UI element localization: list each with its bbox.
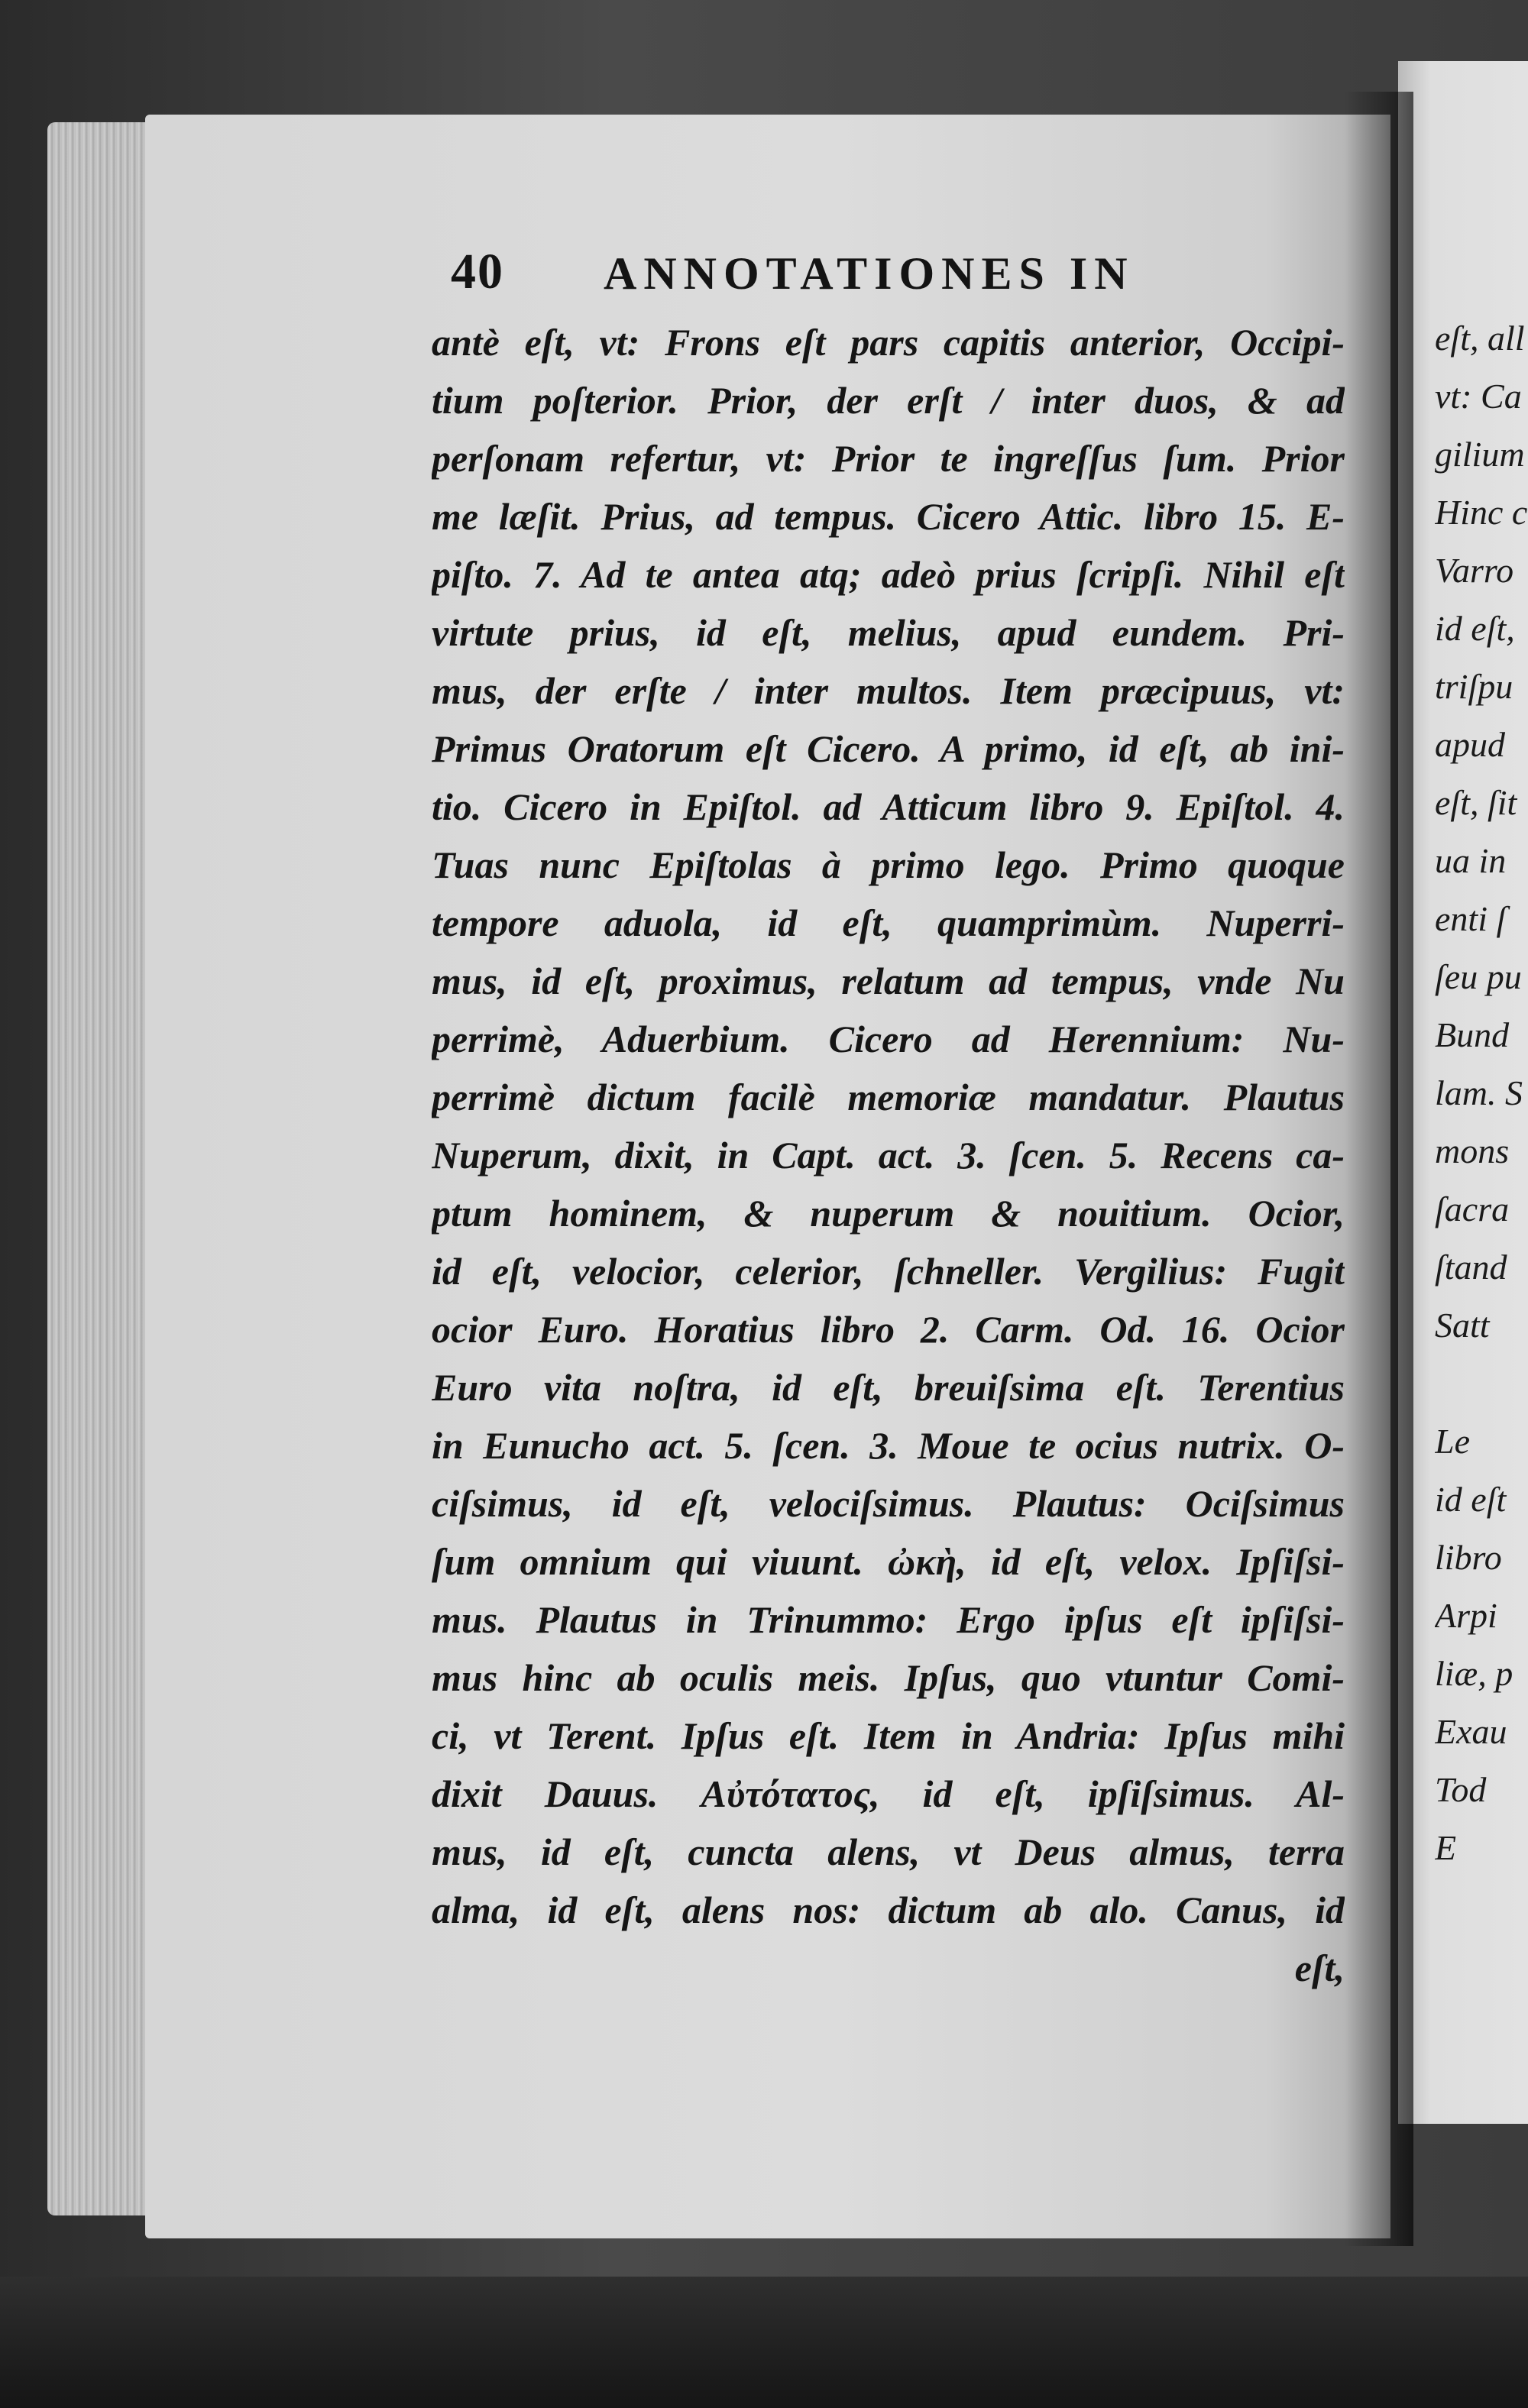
text-line: mus, id eſt, proximus, relatum ad tempus, vnde Nu [432, 960, 1345, 1002]
facing-page-fragment: Varro [1435, 551, 1514, 590]
text-line: ciſsimus, id eſt, velociſsimus. Plautus: Ociſsimus [432, 1482, 1345, 1525]
facing-page-fragment: enti ſ [1435, 899, 1507, 938]
facing-page-fragment: apud [1435, 725, 1505, 764]
text-line: mus. Plautus in Trinummo: Ergo ipſus eſt ipſiſsi- [432, 1598, 1345, 1641]
book-gutter [1345, 92, 1413, 2246]
facing-page-fragment: id eſt, [1435, 609, 1515, 648]
facing-page-fragment: Exau [1435, 1712, 1507, 1751]
text-line: tio. Cicero in Epiſtol. ad Atticum libro 9. Epiſtol. 4. [432, 785, 1345, 828]
facing-page-fragment: liæ, p [1435, 1654, 1513, 1693]
text-line: ptum hominem, & nuperum & nouitium. Ocior, [432, 1192, 1345, 1235]
text-line: tium poſterior. Prior, der erſt / inter duos, & ad [432, 379, 1345, 422]
facing-page-fragment: vt: Ca [1435, 377, 1522, 416]
facing-page-fragment: Satt [1435, 1306, 1490, 1345]
text-line: perrimè dictum facilè memoriæ mandatur. Plautus [432, 1076, 1345, 1118]
facing-page-fragment: triſpu [1435, 667, 1513, 706]
facing-page-fragment: id eſt [1435, 1480, 1507, 1519]
page-edges [47, 122, 154, 2215]
text-line: perſonam refertur, vt: Prior te ingreſſus ſum. Prior [432, 437, 1345, 480]
running-head: ANNOTATIONES IN [604, 248, 1135, 299]
facing-page-fragment: lam. S [1435, 1073, 1523, 1112]
main-text-block [432, 313, 1345, 2017]
facing-page-fragment: gilium [1435, 435, 1525, 474]
text-line: in Eunucho act. 5. ſcen. 3. Moue te ocius nutrix. O- [432, 1424, 1345, 1467]
facing-page-fragment: ſeu pu [1435, 957, 1522, 996]
facing-page-fragment: Arpi [1435, 1596, 1497, 1635]
text-line: tempore aduola, id eſt, quamprimùm. Nuperri- [432, 901, 1345, 944]
facing-page-fragment: ſacra [1435, 1189, 1510, 1228]
text-line: mus, id eſt, cuncta alens, vt Deus almus, terra [432, 1830, 1345, 1873]
text-line: Primus Oratorum eſt Cicero. A primo, id eſt, ab ini- [432, 727, 1345, 770]
text-line: dixit Dauus. Αὐτότατος, id eſt, ipſiſsimus. Al- [432, 1772, 1345, 1815]
page-header [451, 243, 1169, 304]
text-line: ſum omnium qui viuunt. ὠκὴ, id eſt, velox. Ipſiſsi- [432, 1540, 1345, 1583]
facing-page-fragment: Bund [1435, 1015, 1510, 1054]
facing-page-fragment: ſtand [1435, 1248, 1507, 1287]
text-line: antè eſt, vt: Frons eſt pars capitis anterior, Occipi- [432, 321, 1345, 364]
text-line: Euro vita noſtra, id eſt, breuiſsima eſt. Terentius [432, 1366, 1345, 1409]
text-line: ci, vt Terent. Ipſus eſt. Item in Andria: Ipſus mihi [432, 1714, 1345, 1757]
text-line: piſto. 7. Ad te antea atq; adeò prius ſcripſi. Nihil eſt [432, 553, 1345, 596]
facing-page-fragment: Hinc c [1435, 493, 1528, 532]
facing-page-fragment: ua in [1435, 841, 1507, 880]
text-line: id eſt, velocior, celerior, ſchneller. Vergilius: Fugit [432, 1250, 1345, 1293]
text-line: mus, der erſte / inter multos. Item præcipuus, vt: [432, 669, 1345, 712]
text-line: mus hinc ab oculis meis. Ipſus, quo vtuntur Comi- [432, 1656, 1345, 1699]
facing-page-fragment: Tod [1435, 1770, 1487, 1809]
facing-page-fragment: eſt, all [1435, 319, 1525, 358]
text-line: virtute prius, id eſt, melius, apud eundem. Pri- [432, 611, 1345, 654]
facing-page-fragment [1435, 1354, 1528, 1413]
text-line: Nuperum, dixit, in Capt. act. 3. ſcen. 5. Recens ca- [432, 1134, 1345, 1176]
text-line: perrimè, Aduerbium. Cicero ad Herennium: Nu- [432, 1018, 1345, 1060]
facing-page-fragment: mons [1435, 1131, 1510, 1170]
text-line: Tuas nunc Epiſtolas à primo lego. Primo quoque [432, 843, 1345, 886]
facing-page-fragment: Le [1435, 1422, 1470, 1461]
facing-page-text [1435, 309, 1528, 1877]
page-number: 40 [451, 244, 504, 299]
facing-page-fragment: eſt, ſit [1435, 783, 1517, 822]
text-line: ocior Euro. Horatius libro 2. Carm. Od. 16. Ocior [432, 1308, 1345, 1351]
text-line: eſt, [1294, 1947, 1345, 1989]
text-line: alma, id eſt, alens nos: dictum ab alo. Canus, id [432, 1889, 1345, 1931]
facing-page-fragment: E [1435, 1828, 1457, 1867]
facing-page-fragment: libro [1435, 1538, 1502, 1577]
cover-bottom-edge [0, 2277, 1528, 2408]
text-line: me læſit. Prius, ad tempus. Cicero Attic. libro 15. E- [432, 495, 1345, 538]
